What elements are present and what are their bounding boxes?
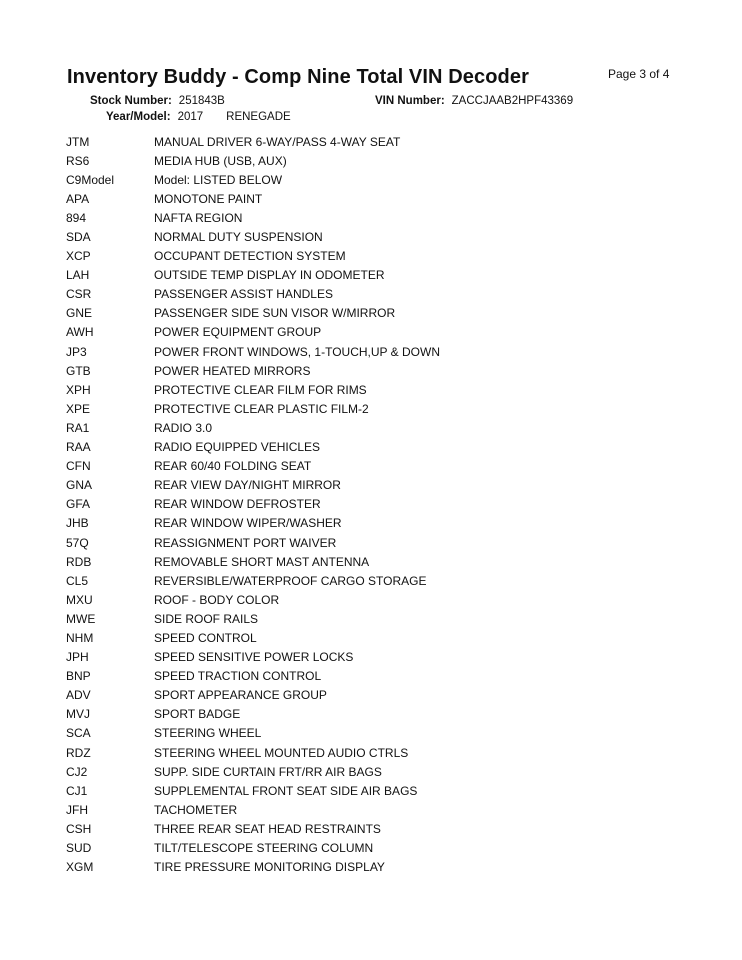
option-code: JP3 bbox=[66, 344, 87, 359]
option-code: XGM bbox=[66, 860, 94, 875]
option-row bbox=[66, 743, 686, 762]
option-description: OUTSIDE TEMP DISPLAY IN ODOMETER bbox=[154, 268, 385, 283]
option-code: RS6 bbox=[66, 153, 90, 168]
vin-number-value: ZACCJAAB2HPF43369 bbox=[451, 95, 574, 107]
option-description: SUPP. SIDE CURTAIN FRT/RR AIR BAGS bbox=[154, 764, 382, 779]
stock-number-value: 251843B bbox=[178, 95, 225, 107]
option-code: CSR bbox=[66, 287, 92, 302]
option-row bbox=[66, 648, 686, 667]
stock-number-label: Stock Number: bbox=[90, 95, 172, 107]
option-code: MVJ bbox=[66, 707, 90, 722]
option-description: REAR 60/40 FOLDING SEAT bbox=[154, 459, 312, 474]
option-code: SUD bbox=[66, 841, 92, 856]
option-code: MWE bbox=[66, 611, 96, 626]
option-code: LAH bbox=[66, 268, 90, 283]
option-description: MEDIA HUB (USB, AUX) bbox=[154, 153, 287, 168]
option-row bbox=[66, 418, 686, 437]
option-description: PROTECTIVE CLEAR PLASTIC FILM-2 bbox=[154, 401, 369, 416]
option-code: JTM bbox=[66, 134, 90, 149]
option-row bbox=[66, 858, 686, 877]
option-row bbox=[66, 609, 686, 628]
option-description: SPORT BADGE bbox=[154, 707, 241, 722]
vin-number-field bbox=[375, 95, 573, 107]
option-code: RAA bbox=[66, 440, 91, 455]
option-row bbox=[66, 342, 686, 361]
option-description: PROTECTIVE CLEAR FILM FOR RIMS bbox=[154, 382, 367, 397]
option-row bbox=[66, 380, 686, 399]
option-code-list bbox=[66, 132, 686, 877]
option-row bbox=[66, 514, 686, 533]
option-description: TILT/TELESCOPE STEERING COLUMN bbox=[154, 841, 374, 856]
option-description: OCCUPANT DETECTION SYSTEM bbox=[154, 249, 346, 264]
option-row bbox=[66, 838, 686, 857]
option-description: NAFTA REGION bbox=[154, 210, 243, 225]
option-description: STEERING WHEEL bbox=[154, 726, 262, 741]
option-code: GNE bbox=[66, 306, 93, 321]
option-code: ADV bbox=[66, 688, 91, 703]
option-description: RADIO EQUIPPED VEHICLES bbox=[154, 440, 321, 455]
option-row bbox=[66, 266, 686, 285]
option-row bbox=[66, 686, 686, 705]
option-code: GTB bbox=[66, 363, 91, 378]
option-code: APA bbox=[66, 191, 90, 206]
year-model-label: Year/Model: bbox=[106, 111, 171, 123]
option-code: JFH bbox=[66, 802, 88, 817]
option-code: CJ1 bbox=[66, 783, 88, 798]
option-row bbox=[66, 151, 686, 170]
option-code: RDB bbox=[66, 554, 92, 569]
option-description: SPEED SENSITIVE POWER LOCKS bbox=[154, 650, 354, 665]
option-row bbox=[66, 781, 686, 800]
option-code: AWH bbox=[66, 325, 94, 340]
year-model-field bbox=[106, 111, 291, 123]
option-description: REAR WINDOW DEFROSTER bbox=[154, 497, 321, 512]
option-description: POWER EQUIPMENT GROUP bbox=[154, 325, 322, 340]
option-row bbox=[66, 208, 686, 227]
option-description: REASSIGNMENT PORT WAIVER bbox=[154, 535, 337, 550]
year-value: 2017 bbox=[177, 111, 204, 123]
option-row bbox=[66, 705, 686, 724]
option-code: SDA bbox=[66, 230, 91, 245]
option-row bbox=[66, 533, 686, 552]
option-description: REMOVABLE SHORT MAST ANTENNA bbox=[154, 554, 370, 569]
option-row bbox=[66, 628, 686, 647]
option-row bbox=[66, 667, 686, 686]
option-description: MONOTONE PAINT bbox=[154, 191, 263, 206]
option-row bbox=[66, 170, 686, 189]
option-row bbox=[66, 476, 686, 495]
option-row bbox=[66, 304, 686, 323]
option-description: POWER FRONT WINDOWS, 1-TOUCH,UP & DOWN bbox=[154, 344, 441, 359]
option-row bbox=[66, 457, 686, 476]
option-row bbox=[66, 590, 686, 609]
option-description: REAR VIEW DAY/NIGHT MIRROR bbox=[154, 478, 341, 493]
page-title: Inventory Buddy - Comp Nine Total VIN Decoder bbox=[67, 66, 529, 88]
option-description: PASSENGER ASSIST HANDLES bbox=[154, 287, 333, 302]
option-row bbox=[66, 819, 686, 838]
option-code: 57Q bbox=[66, 535, 89, 550]
option-code: CSH bbox=[66, 821, 92, 836]
option-description: MANUAL DRIVER 6-WAY/PASS 4-WAY SEAT bbox=[154, 134, 401, 149]
option-code: XPH bbox=[66, 382, 91, 397]
option-code: C9Model bbox=[66, 172, 115, 187]
option-code: MXU bbox=[66, 592, 93, 607]
option-description: SUPPLEMENTAL FRONT SEAT SIDE AIR BAGS bbox=[154, 783, 418, 798]
option-code: SCA bbox=[66, 726, 91, 741]
option-row bbox=[66, 552, 686, 571]
option-row bbox=[66, 132, 686, 151]
option-code: CJ2 bbox=[66, 764, 88, 779]
option-code: NHM bbox=[66, 630, 94, 645]
option-description: Model: LISTED BELOW bbox=[154, 172, 283, 187]
option-code: GFA bbox=[66, 497, 91, 512]
option-description: THREE REAR SEAT HEAD RESTRAINTS bbox=[154, 821, 381, 836]
option-description: PASSENGER SIDE SUN VISOR W/MIRROR bbox=[154, 306, 396, 321]
option-description: SPEED TRACTION CONTROL bbox=[154, 669, 322, 684]
option-code: CFN bbox=[66, 459, 91, 474]
option-row bbox=[66, 247, 686, 266]
option-row bbox=[66, 361, 686, 380]
option-code: RDZ bbox=[66, 745, 91, 760]
option-description: SPEED CONTROL bbox=[154, 630, 257, 645]
option-row bbox=[66, 495, 686, 514]
option-code: RA1 bbox=[66, 420, 90, 435]
option-description: TACHOMETER bbox=[154, 802, 238, 817]
option-row bbox=[66, 189, 686, 208]
model-value: RENEGADE bbox=[226, 111, 291, 123]
option-code: CL5 bbox=[66, 573, 89, 588]
option-description: RADIO 3.0 bbox=[154, 420, 213, 435]
option-description: TIRE PRESSURE MONITORING DISPLAY bbox=[154, 860, 385, 875]
vin-number-label: VIN Number: bbox=[375, 95, 445, 107]
page-number: Page 3 of 4 bbox=[608, 67, 670, 81]
option-description: SPORT APPEARANCE GROUP bbox=[154, 688, 327, 703]
option-code: 894 bbox=[66, 210, 87, 225]
option-row bbox=[66, 762, 686, 781]
option-row bbox=[66, 438, 686, 457]
option-description: STEERING WHEEL MOUNTED AUDIO CTRLS bbox=[154, 745, 409, 760]
option-row bbox=[66, 399, 686, 418]
option-code: JHB bbox=[66, 516, 89, 531]
option-row bbox=[66, 800, 686, 819]
option-code: BNP bbox=[66, 669, 91, 684]
stock-number-field bbox=[90, 95, 225, 107]
option-code: XPE bbox=[66, 401, 91, 416]
option-description: POWER HEATED MIRRORS bbox=[154, 363, 311, 378]
option-row bbox=[66, 571, 686, 590]
option-description: REVERSIBLE/WATERPROOF CARGO STORAGE bbox=[154, 573, 427, 588]
option-row bbox=[66, 323, 686, 342]
option-row bbox=[66, 724, 686, 743]
option-row bbox=[66, 227, 686, 246]
option-code: GNA bbox=[66, 478, 93, 493]
option-description: NORMAL DUTY SUSPENSION bbox=[154, 230, 323, 245]
option-description: ROOF - BODY COLOR bbox=[154, 592, 280, 607]
option-row bbox=[66, 285, 686, 304]
option-description: REAR WINDOW WIPER/WASHER bbox=[154, 516, 342, 531]
option-code: JPH bbox=[66, 650, 89, 665]
option-code: XCP bbox=[66, 249, 91, 264]
option-description: SIDE ROOF RAILS bbox=[154, 611, 259, 626]
